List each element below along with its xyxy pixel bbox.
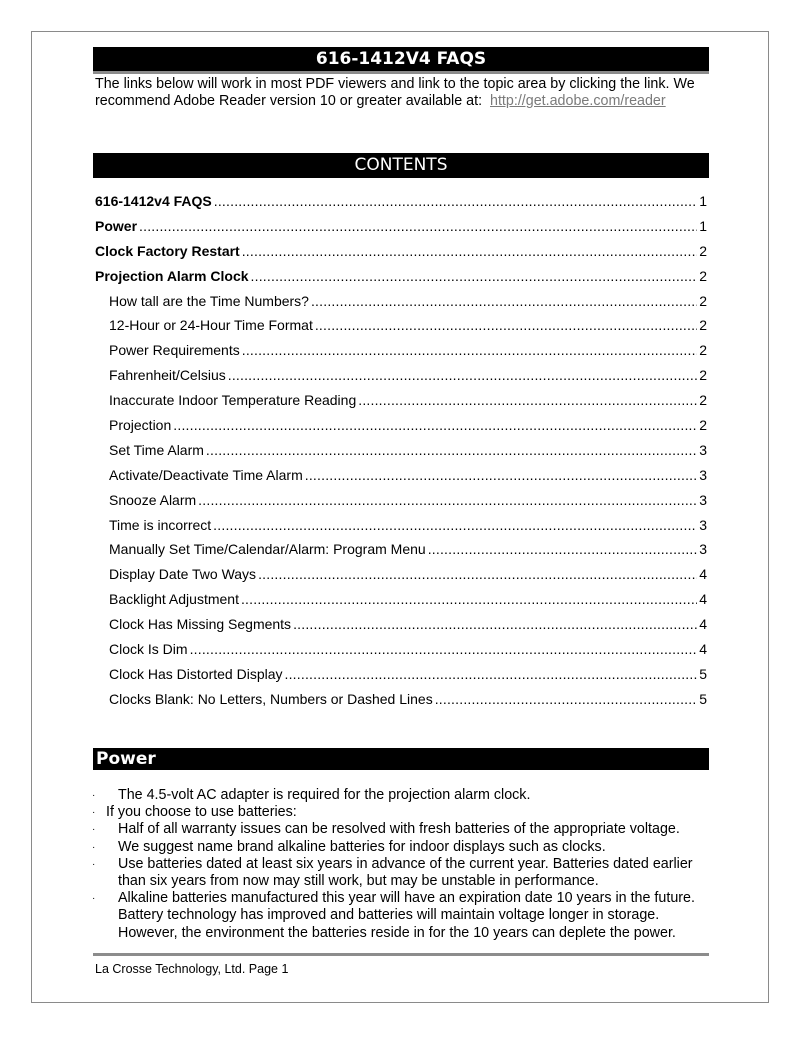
toc-entry-page: 2 [699,367,707,384]
contents-heading: CONTENTS [93,153,709,178]
power-bullet-list [92,787,712,942]
document-title: 616-1412V4 FAQS [93,47,709,71]
toc-entry-label: Power [95,217,138,234]
toc-entry-page: 3 [699,491,707,508]
toc-entry[interactable] [95,417,707,442]
toc-entry-page: 4 [699,616,707,633]
toc-entry[interactable] [95,193,707,218]
toc-entry-page: 2 [699,317,707,334]
toc-entry-label: Clock Has Distorted Display [109,665,283,682]
toc-entry-page: 3 [699,466,707,483]
toc-entry[interactable] [95,293,707,318]
toc-entry-page: 4 [699,566,707,583]
toc-entry-page: 2 [699,267,707,284]
toc-entry-label: Projection Alarm Clock [95,267,249,284]
power-bullet-text: The 4.5-volt AC adapter is required for the projection alarm clock. [118,787,531,803]
toc-dot-leader [139,218,697,234]
power-bullet-item [92,821,712,838]
toc-entry[interactable] [95,317,707,342]
toc-dot-leader [315,317,697,333]
toc-entry-label: Projection [109,417,172,434]
footer-rule [93,953,709,956]
toc-entry-label: Set Time Alarm [109,441,204,458]
toc-dot-leader [293,616,697,632]
toc-entry-page: 2 [699,342,707,359]
toc-dot-leader [305,467,697,483]
toc-entry-label: Power Requirements [109,342,240,359]
toc-entry-label: Clock Factory Restart [95,242,240,259]
toc-dot-leader [213,517,697,533]
power-bullet-item [92,890,712,942]
toc-entry-label: Inaccurate Indoor Temperature Reading [109,392,357,409]
toc-entry[interactable] [95,691,707,716]
toc-entry-page: 2 [699,417,707,434]
toc-entry-label: Activate/Deactivate Time Alarm [109,466,303,483]
toc-entry-page: 3 [699,516,707,533]
toc-dot-leader [251,268,698,284]
intro-text: The links below will work in most PDF viewers and link to the topic area by clicking the link. We recommend Adobe Reader version 10 or greater available at: [95,76,695,109]
toc-entry-page: 3 [699,441,707,458]
page-footer: La Crosse Technology, Ltd. Page 1 [95,962,289,976]
toc-entry[interactable] [95,517,707,542]
power-heading: Power [93,748,709,770]
bullet-dot-icon: · [92,824,96,836]
toc-entry-label: Clock Has Missing Segments [109,616,292,633]
toc-entry-page: 1 [699,217,707,234]
toc-entry[interactable] [95,641,707,666]
toc-entry-label: Manually Set Time/Calendar/Alarm: Program Menu [109,541,426,558]
toc-entry-label: Clocks Blank: No Letters, Numbers or Dashed Lines [109,690,433,707]
toc-dot-leader [358,392,697,408]
toc-entry-label: How tall are the Time Numbers? [109,292,309,309]
toc-entry-page: 4 [699,591,707,608]
toc-dot-leader [173,417,697,433]
bullet-dot-icon: · [92,807,96,819]
toc-entry[interactable] [95,666,707,691]
toc-dot-leader [428,541,698,557]
bullet-dot-icon: · [92,841,96,853]
table-of-contents [95,193,707,716]
power-bullet-item [92,787,712,804]
toc-entry-page: 1 [699,193,707,209]
toc-dot-leader [258,566,697,582]
toc-dot-leader [228,367,697,383]
bullet-dot-icon: · [92,893,96,905]
toc-entry[interactable] [95,243,707,268]
toc-dot-leader [242,342,697,358]
toc-entry[interactable] [95,392,707,417]
toc-entry-label: Clock Is Dim [109,641,188,658]
toc-dot-leader [214,193,697,209]
toc-entry-label: 616-1412v4 FAQS [95,193,212,209]
toc-entry-label: Fahrenheit/Celsius [109,367,226,384]
power-bullet-item [92,804,712,821]
toc-dot-leader [242,243,697,259]
power-bullet-text: Use batteries dated at least six years in advance of the current year. Batteries dated earlier than six years from now may still work, but may be unstable in performance. [118,855,693,890]
toc-entry[interactable] [95,268,707,293]
title-rule [93,71,709,74]
toc-entry[interactable] [95,616,707,641]
toc-entry[interactable] [95,367,707,392]
toc-entry[interactable] [95,442,707,467]
toc-entry-label: Time is incorrect [109,516,212,533]
toc-entry[interactable] [95,342,707,367]
power-bullet-item [92,856,712,890]
toc-entry-label: Display Date Two Ways [109,566,257,583]
toc-entry-page: 3 [699,541,707,558]
toc-entry[interactable] [95,218,707,243]
toc-entry-label: Backlight Adjustment [109,591,239,608]
toc-dot-leader [206,442,697,458]
power-bullet-text: Alkaline batteries manufactured this year will have an expiration date 10 years in the future. Battery technology has improved and batteries will maintain voltage longer in storage. However, the environment the batteries reside in for the 10 years can deplete the power. [118,890,695,941]
intro-paragraph [95,76,715,110]
toc-entry-page: 5 [699,665,707,682]
toc-entry-label: 12-Hour or 24-Hour Time Format [109,317,313,334]
toc-dot-leader [435,691,698,707]
toc-entry[interactable] [95,541,707,566]
toc-entry-page: 2 [699,292,707,309]
toc-dot-leader [241,591,697,607]
power-bullet-item [92,839,712,856]
adobe-reader-link[interactable]: http://get.adobe.com/reader [490,93,666,109]
toc-entry-page: 2 [699,242,707,259]
toc-entry[interactable] [95,591,707,616]
toc-entry[interactable] [95,566,707,591]
toc-dot-leader [198,492,697,508]
bullet-dot-icon: · [92,790,96,801]
toc-dot-leader [311,293,697,309]
toc-entry-page: 4 [699,641,707,658]
toc-entry[interactable] [95,467,707,492]
toc-entry-page: 5 [699,690,707,707]
power-bullet-text: Half of all warranty issues can be resolved with fresh batteries of the appropriate voltage. [118,821,680,838]
toc-entry-page: 2 [699,392,707,409]
power-bullet-text: We suggest name brand alkaline batteries for indoor displays such as clocks. [118,838,606,855]
toc-entry[interactable] [95,492,707,517]
power-bullet-text: If you choose to use batteries: [106,804,297,821]
bullet-dot-icon: · [92,858,96,870]
toc-dot-leader [190,641,698,657]
toc-dot-leader [285,666,698,682]
toc-entry-label: Snooze Alarm [109,491,197,508]
